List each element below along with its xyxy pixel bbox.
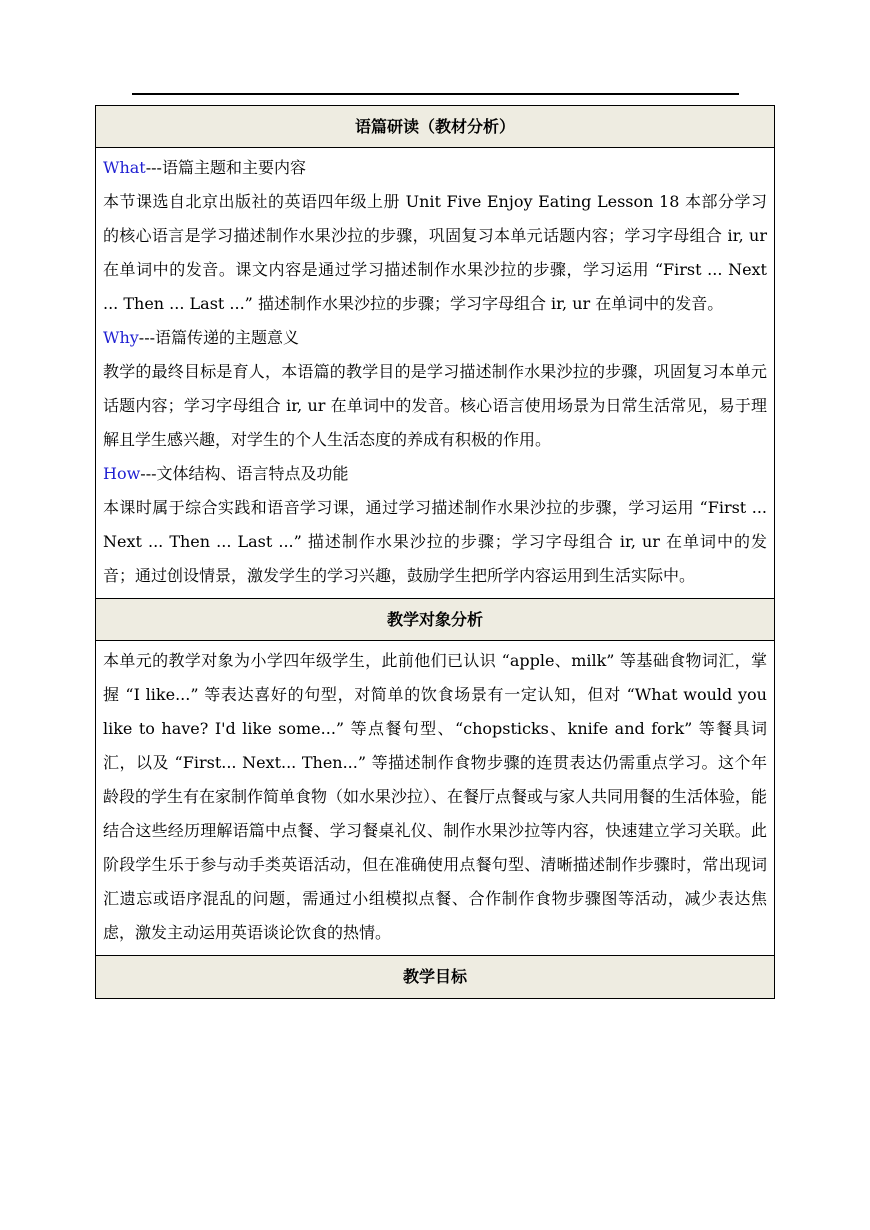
why-paragraph: 教学的最终目标是育人，本语篇的教学目的是学习描述制作水果沙拉的步骤，巩固复习本单元话题内容；学习字母组合 ir, ur 在单词中的发音。核心语言使用场景为日常生活常见，易于理解且学生感兴趣，对学生的个人生活态度的养成有积极的作用。 xyxy=(103,362,767,449)
what-paragraph: 本节课选自北京出版社的英语四年级上册 Unit Five Enjoy Eating Lesson 18 本部分学习的核心语言是学习描述制作水果沙拉的步骤，巩固复习本单元话题内容；学习字母组合 ir, ur 在单词中的发音。课文内容是通过学习描述制作水果沙拉的步骤，学习运用 “First ... Next ... Then ... Last ...” 描述制作水果沙拉的步骤；学习字母组合 ir, ur 在单词中的发音。 xyxy=(103,192,767,313)
header-rule xyxy=(132,93,739,95)
section-title-reading: 语篇研读（教材分析） xyxy=(96,106,774,148)
how-heading xyxy=(103,457,767,491)
section-title-students: 教学对象分析 xyxy=(96,599,774,641)
how-heading-text: ---文体结构、语言特点及功能 xyxy=(140,464,349,483)
reading-content xyxy=(96,148,774,599)
students-content xyxy=(96,641,774,956)
how-label: How xyxy=(103,464,141,483)
what-heading-text: ---语篇主题和主要内容 xyxy=(145,158,306,177)
why-heading xyxy=(103,321,767,355)
section-title-goals: 教学目标 xyxy=(96,956,774,998)
why-heading-text: ---语篇传递的主题意义 xyxy=(138,328,300,347)
how-paragraph: 本课时属于综合实践和语音学习课，通过学习描述制作水果沙拉的步骤，学习运用 “First ... Next ... Then ... Last ...” 描述制作水果沙拉的步骤；学习字母组合 ir, ur 在单词中的发音；通过创设情景，激发学生的学习兴趣，鼓励学生把所学内容运用到生活实际中。 xyxy=(103,498,767,585)
what-heading xyxy=(103,151,767,185)
students-paragraph: 本单元的教学对象为小学四年级学生，此前他们已认识 “apple、milk” 等基础食物词汇，掌握 “I like...” 等表达喜好的句型，对简单的饮食场景有一定认知，但对 “What would you like to have? I'd like some...” 等点餐句型、“chopsticks、knife and fork” 等餐具词汇，以及 “First... Next... Then...” 等描述制作食物步骤的连贯表达仍需重点学习。这个年龄段的学生有在家制作简单食物（如水果沙拉）、在餐厅点餐或与家人共同用餐的生活体验，能结合这些经历理解语篇中点餐、学习餐桌礼仪、制作水果沙拉等内容，快速建立学习关联。此阶段学生乐于参与动手类英语活动，但在准确使用点餐句型、清晰描述制作步骤时，常出现词汇遗忘或语序混乱的问题，需通过小组模拟点餐、合作制作食物步骤图等活动，减少表达焦虑，激发主动运用英语谈论饮食的热情。 xyxy=(103,651,768,942)
lesson-plan-table xyxy=(95,105,775,999)
why-label: Why xyxy=(103,328,139,347)
what-label: What xyxy=(103,158,146,177)
